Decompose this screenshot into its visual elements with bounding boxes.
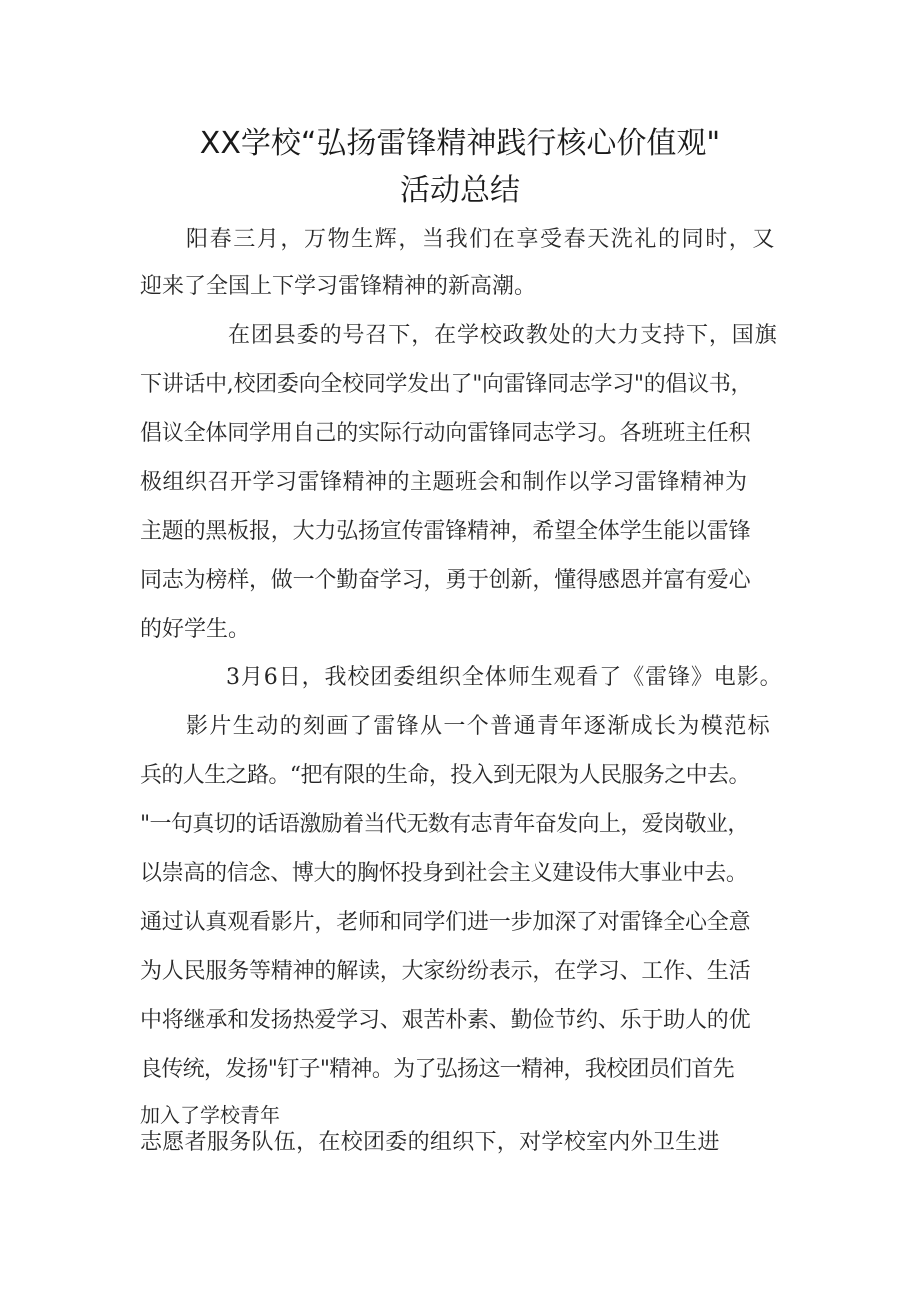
paragraph-line: 同志为榜样，做一个勤奋学习，勇于创新，懂得感恩并富有爱心: [140, 568, 751, 593]
paragraph-line: 极组织召开学习雷锋精神的主题班会和制作以学习雷锋精神为: [140, 470, 748, 495]
paragraph-line: 影片生动的刻画了雷锋从一个普通青年逐渐成长为模范标: [186, 714, 772, 739]
paragraph-line: 阳春三月，万物生辉，当我们在享受春天洗礼的同时，又: [186, 227, 777, 252]
paragraph-line: 在团县委的号召下，在学校政教处的大力支持下，国旗: [228, 323, 778, 348]
paragraph-line: 以崇高的信念、博大的胸怀投身到社会主义建设伟大事业中去。: [140, 861, 748, 886]
paragraph-line: 为人民服务等精神的解读，大家纷纷表示，在学习、工作、生活: [140, 959, 751, 984]
paragraph-line: 中将继承和发扬热爱学习、艰苦朴素、勤俭节约、乐于助人的优: [140, 1008, 751, 1033]
paragraph-line: 主题的黑板报，大力弘扬宣传雷锋精神，希望全体学生能以雷锋: [140, 519, 751, 544]
paragraph-line: 的好学生。: [140, 617, 251, 642]
paragraph-line: 兵的人生之路。“把有限的生命，投入到无限为人民服务之中去。: [140, 763, 750, 788]
paragraph-line: 3月6日，我校团委组织全体师生观看了《雷锋》电影。: [226, 665, 783, 690]
document-title-line-1: XX学校“弘扬雷锋精神践行核心价值观": [199, 126, 721, 161]
paragraph-line: "一句真切的话语激励着当代无数有志青年奋发向上，爱岗敬业，: [140, 812, 749, 837]
paragraph-line: 良传统，发扬"钉子"精神。为了弘扬这一精神，我校团员们首先: [140, 1057, 734, 1082]
document-title-line-2: 活动总结: [400, 173, 520, 208]
paragraph-line: 通过认真观看影片，老师和同学们进一步加深了对雷锋全心全意: [140, 910, 751, 935]
paragraph-line: 志愿者服务队伍，在校团委的组织下，对学校室内外卫生进: [140, 1130, 720, 1155]
paragraph-line: 倡议全体同学用自己的实际行动向雷锋同志学习。各班班主任积: [140, 421, 751, 446]
paragraph-line: 加入了学校青年: [140, 1103, 280, 1127]
paragraph-line: 迎来了全国上下学习雷锋精神的新高潮。: [140, 274, 537, 299]
paragraph-line: 下讲话中,校团委向全校同学发出了"向雷锋同志学习"的倡议书，: [140, 372, 753, 397]
